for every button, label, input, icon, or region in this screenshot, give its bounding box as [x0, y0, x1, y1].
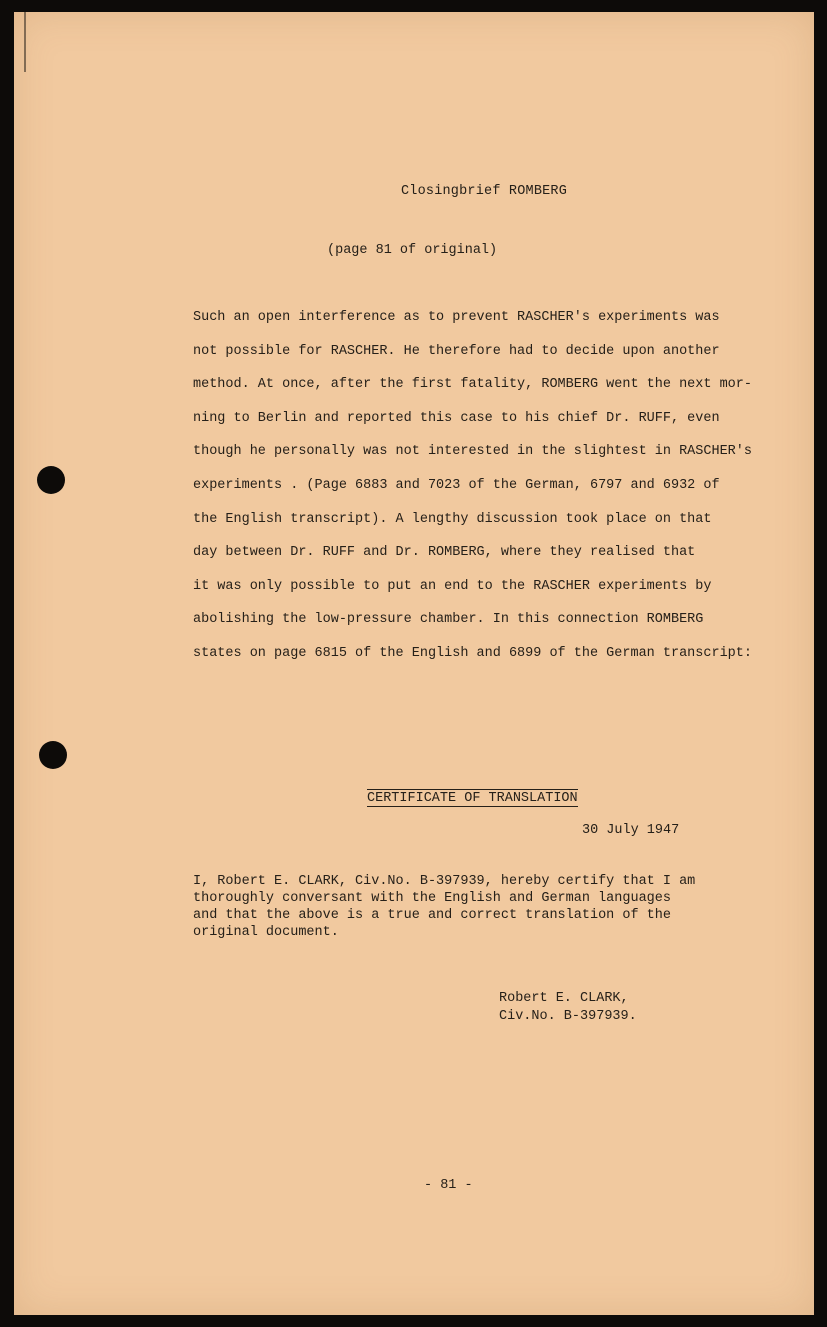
- body-line: experiments . (Page 6883 and 7023 of the German, 6797 and 6932 of: [193, 477, 720, 493]
- body-line: states on page 6815 of the English and 6899 of the German transcript:: [193, 645, 752, 661]
- body-line: ning to Berlin and reported this case to his chief Dr. RUFF, even: [193, 410, 720, 426]
- signature-block: [499, 990, 637, 1026]
- punch-hole: [39, 741, 67, 769]
- certificate-line: and that the above is a true and correct translation of the: [193, 908, 671, 923]
- certificate-date: 30 July 1947: [582, 823, 680, 838]
- body-line: method. At once, after the first fatality, ROMBERG went the next mor-: [193, 377, 752, 393]
- body-line: Such an open interference as to prevent RASCHER's experiments was: [193, 310, 720, 325]
- body-line: though he personally was not interested in the slightest in RASCHER's: [193, 444, 752, 460]
- signature-id: Civ.No. B-397939.: [499, 1009, 637, 1024]
- body-line: the English transcript). A lengthy discussion took place on that: [193, 511, 712, 527]
- page-number: - 81 -: [424, 1178, 473, 1193]
- punch-hole: [37, 466, 65, 494]
- body-line: it was only possible to put an end to the RASCHER experiments by: [193, 578, 712, 594]
- body-text: [193, 301, 793, 671]
- paper-edge-mark: [14, 12, 26, 72]
- document-title: Closingbrief ROMBERG: [401, 184, 568, 199]
- signature-name: Robert E. CLARK,: [499, 991, 629, 1006]
- certificate-body: [193, 873, 753, 941]
- document-page: [14, 12, 814, 1315]
- body-line: not possible for RASCHER. He therefore had to decide upon another: [193, 343, 720, 359]
- certificate-line: thoroughly conversant with the English and German languages: [193, 891, 671, 906]
- certificate-line: I, Robert E. CLARK, Civ.No. B-397939, hereby certify that I am: [193, 874, 696, 889]
- certificate-line: original document.: [193, 925, 339, 940]
- document-subtitle: (page 81 of original): [327, 243, 498, 258]
- body-line: abolishing the low-pressure chamber. In this connection ROMBERG: [193, 612, 704, 628]
- body-line: day between Dr. RUFF and Dr. ROMBERG, where they realised that: [193, 545, 696, 561]
- certificate-heading: CERTIFICATE OF TRANSLATION: [367, 791, 578, 806]
